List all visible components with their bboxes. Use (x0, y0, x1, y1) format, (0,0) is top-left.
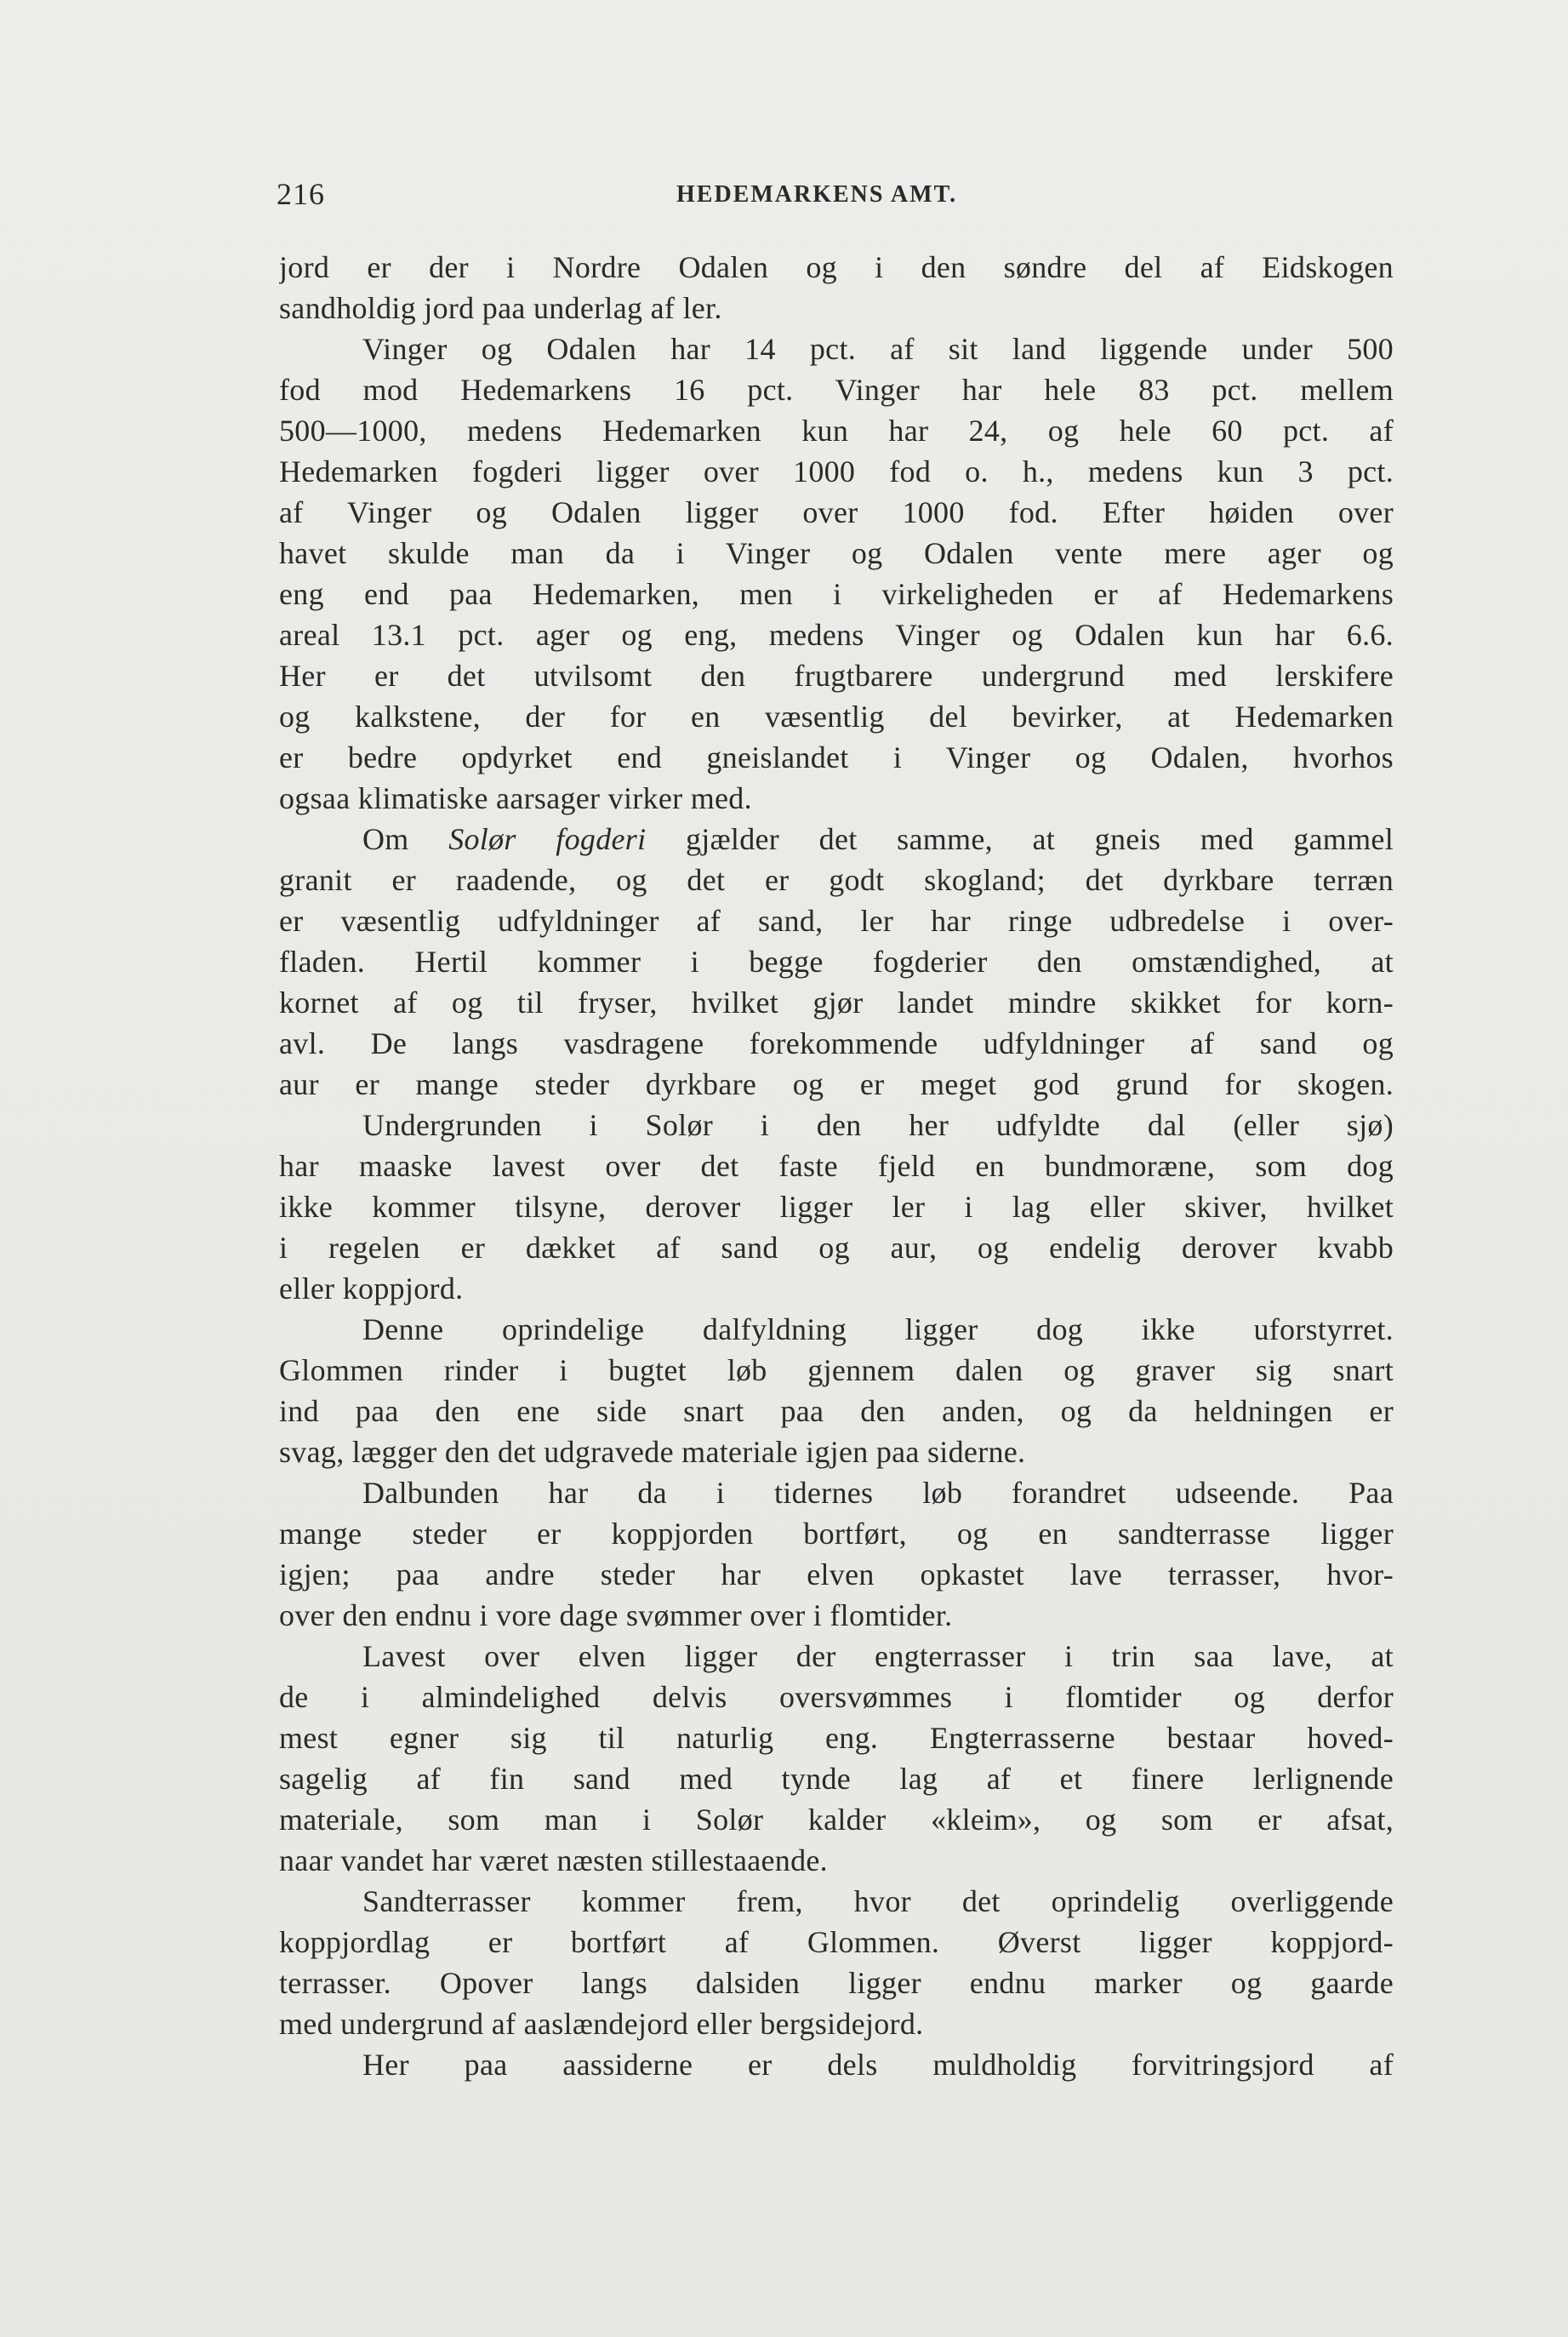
text-line: Hedemarken fogderi ligger over 1000 fod o. h., medens kun 3 pct. (279, 454, 1394, 489)
text-line: jord er der i Nordre Odalen og i den søndre del af Eidskogen (279, 250, 1394, 284)
paragraph-first-line: Sandterrasser kommer frem, hvor det oprindelig overliggende (362, 1884, 1394, 1918)
text-line: over den endnu i vore dage svømmer over i flomtider. (279, 1598, 953, 1632)
text-line: eng end paa Hedemarken, men i virkeligheden er af Hedemarkens (279, 577, 1394, 611)
body-text (279, 247, 1394, 2085)
page-number: 216 (277, 177, 325, 211)
paragraph-first-line (279, 819, 1394, 860)
text-line: materiale, som man i Solør kalder «kleim», og som er afsat, (279, 1803, 1394, 1837)
text-line: areal 13.1 pct. ager og eng, medens Vinger og Odalen kun har 6.6. (279, 618, 1394, 652)
text-line: Her er det utvilsomt den frugtbarere undergrund med lerskifere (279, 659, 1394, 693)
text-line: fod mod Hedemarkens 16 pct. Vinger har hele 83 pct. mellem (279, 373, 1394, 407)
text-segment: Om (362, 822, 449, 856)
text-line: mest egner sig til naturlig eng. Engterrasserne bestaar hoved- (279, 1721, 1394, 1755)
paragraph-first-line: Vinger og Odalen har 14 pct. af sit land liggende under 500 (362, 332, 1394, 366)
text-line: er bedre opdyrket end gneislandet i Vinger og Odalen, hvorhos (279, 740, 1394, 774)
text-line: sandholdig jord paa underlag af ler. (279, 291, 722, 325)
paragraph-first-line: Denne oprindelige dalfyldning ligger dog ikke uforstyrret. (362, 1312, 1394, 1346)
text-line: svag, lægger den det udgravede materiale igjen paa siderne. (279, 1435, 1026, 1469)
text-segment: gjælder det samme, at gneis med gammel (646, 822, 1394, 856)
text-line: aur er mange steder dyrkbare og er meget god grund for skogen. (279, 1067, 1394, 1101)
text-line: af Vinger og Odalen ligger over 1000 fod. Efter høiden over (279, 495, 1394, 529)
text-line: naar vandet har været næsten stillestaaende. (279, 1843, 828, 1877)
text-line: 500—1000, medens Hedemarken kun har 24, og hele 60 pct. af (279, 414, 1394, 448)
text-line: ind paa den ene side snart paa den anden, og da heldningen er (279, 1394, 1394, 1428)
paragraph-first-line: Dalbunden har da i tidernes løb forandret udseende. Paa (362, 1476, 1394, 1510)
text-line: eller koppjord. (279, 1271, 464, 1306)
paragraph-first-line: Undergrunden i Solør i den her udfyldte dal (eller sjø) (362, 1108, 1394, 1142)
paragraph-first-line: Lavest over elven ligger der engterrasser i trin saa lave, at (362, 1639, 1394, 1673)
text-line: havet skulde man da i Vinger og Odalen vente mere ager og (279, 536, 1394, 570)
text-line: ikke kommer tilsyne, derover ligger ler i lag eller skiver, hvilket (279, 1190, 1394, 1224)
text-line: ogsaa klimatiske aarsager virker med. (279, 781, 752, 815)
text-line: mange steder er koppjorden bortført, og en sandterrasse ligger (279, 1517, 1394, 1551)
text-line: de i almindelighed delvis oversvømmes i flomtider og derfor (279, 1680, 1394, 1714)
text-line: med undergrund af aaslændejord eller bergsidejord. (279, 2007, 924, 2041)
text-line: koppjordlag er bortført af Glommen. Øverst ligger koppjord- (279, 1925, 1394, 1959)
text-line: Glommen rinder i bugtet løb gjennem dalen og graver sig snart (279, 1353, 1394, 1387)
text-line: terrasser. Opover langs dalsiden ligger endnu marker og gaarde (279, 1966, 1394, 2000)
text-line: i regelen er dækket af sand og aur, og endelig derover kvabb (279, 1231, 1394, 1265)
italic-term: Solør fogderi (448, 822, 647, 856)
text-line: og kalkstene, der for en væsentlig del bevirker, at Hedemarken (279, 700, 1394, 734)
running-head: HEDEMARKENS AMT. (676, 181, 958, 208)
text-line: igjen; paa andre steder har elven opkastet lave terrasser, hvor- (279, 1557, 1394, 1591)
text-line: sagelig af fin sand med tynde lag af et finere lerlignende (279, 1762, 1394, 1796)
page-header (277, 176, 1400, 210)
text-line: granit er raadende, og det er godt skogland; det dyrkbare terræn (279, 863, 1394, 897)
text-line: er væsentlig udfyldninger af sand, ler har ringe udbredelse i over- (279, 904, 1394, 938)
paragraph-first-line: Her paa aassiderne er dels muldholdig forvitringsjord af (362, 2048, 1394, 2082)
text-line: har maaske lavest over det faste fjeld en bundmoræne, som dog (279, 1149, 1394, 1183)
text-line: avl. De langs vasdragene forekommende udfyldninger af sand og (279, 1026, 1394, 1060)
text-line: fladen. Hertil kommer i begge fogderier den omstændighed, at (279, 945, 1394, 979)
text-line: kornet af og til fryser, hvilket gjør landet mindre skikket for korn- (279, 986, 1394, 1020)
